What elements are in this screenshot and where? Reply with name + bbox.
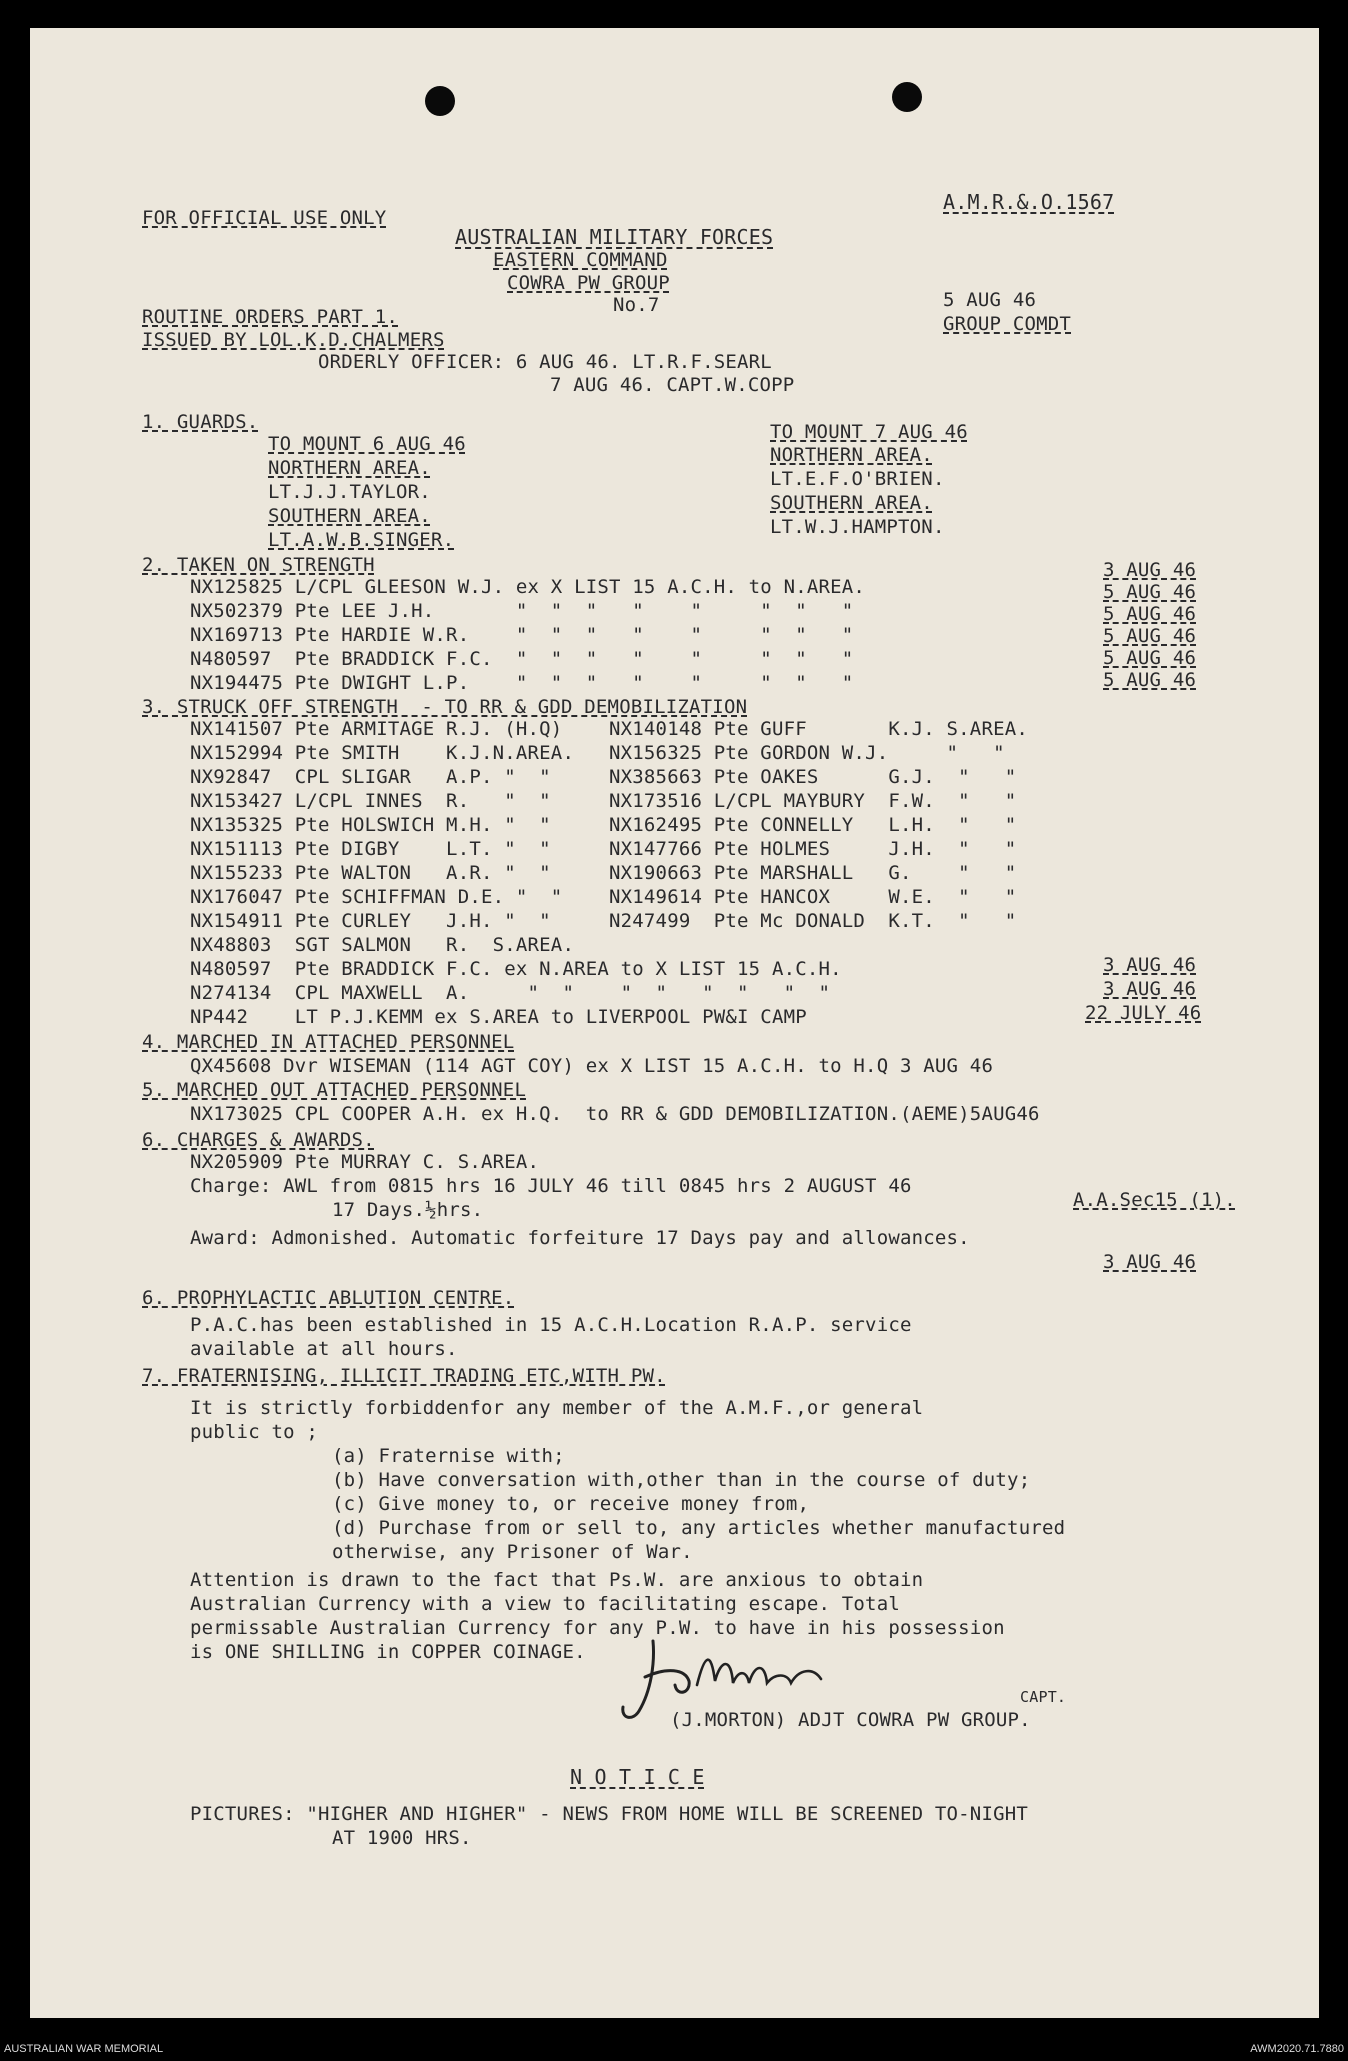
charges-award: Award: Admonished. Automatic forfeiture 17 Days pay and allowances.: [190, 1227, 970, 1249]
charges-soldier: NX205909 Pte MURRAY C. S.AREA.: [190, 1151, 540, 1173]
guard-left-2: NORTHERN AREA.: [268, 457, 431, 479]
fraternising-heading: 7. FRATERNISING, ILLICIT TRADING ETC,WITH PW.: [142, 1365, 666, 1387]
punch-hole: [425, 86, 455, 116]
notice-title: N O T I C E: [570, 1765, 705, 1789]
struck-heading: 3. STRUCK OFF STRENGTH - TO RR & GDD DEMOBILIZATION: [142, 696, 748, 718]
charges-charge: Charge: AWL from 0815 hrs 16 JULY 46 till 0845 hrs 2 AUGUST 46: [190, 1175, 912, 1197]
struck-row: NX151113 Pte DIGBY L.T. " " NX147766 Pte HOLMES J.H. " ": [190, 838, 1017, 860]
fraternising-para: is ONE SHILLING in COPPER COINAGE.: [190, 1641, 586, 1663]
pac-line-1: P.A.C.has been established in 15 A.C.H.Location R.A.P. service: [190, 1314, 912, 1336]
charges-heading: 6. CHARGES & AWARDS.: [142, 1129, 375, 1151]
fraternising-item-cont: otherwise, any Prisoner of War.: [332, 1541, 693, 1563]
taken-row: NX169713 Pte HARDIE W.R. " " " " " " " ": [190, 624, 854, 646]
guard-right-5: LT.W.J.HAMPTON.: [770, 516, 945, 538]
reference-number: A.M.R.&.O.1567: [943, 190, 1115, 214]
guard-left-4: SOUTHERN AREA.: [268, 505, 431, 527]
taken-date: 5 AUG 46: [1103, 581, 1197, 603]
signoff-line: (J.MORTON) ADJT COWRA PW GROUP.: [670, 1709, 1031, 1731]
org-line-2: EASTERN COMMAND: [493, 249, 668, 271]
guard-right-4: SOUTHERN AREA.: [770, 492, 933, 514]
struck-tail-date: 22 JULY 46: [1085, 1002, 1202, 1024]
document-page: [30, 28, 1319, 2018]
org-line-1: AUSTRALIAN MILITARY FORCES: [455, 225, 774, 249]
guards-heading: 1. GUARDS.: [142, 411, 259, 433]
group-comdt: GROUP COMDT: [943, 313, 1072, 335]
fraternising-para: permissable Australian Currency for any P.W. to have in his possession: [190, 1617, 1005, 1639]
taken-heading: 2. TAKEN ON STRENGTH: [142, 554, 375, 576]
taken-row: N480597 Pte BRADDICK F.C. " " " " " " " ": [190, 648, 854, 670]
issued-by: ISSUED BY LOL.K.D.CHALMERS: [142, 329, 445, 351]
signoff-capt: CAPT.: [1020, 1688, 1067, 1706]
fraternising-para: Australian Currency with a view to facilitating escape. Total: [190, 1593, 900, 1615]
taken-row: NX194475 Pte DWIGHT L.P. " " " " " " " ": [190, 672, 854, 694]
guard-left-1: TO MOUNT 6 AUG 46: [268, 433, 466, 455]
fraternising-item: (c) Give money to, or receive money from,: [332, 1493, 810, 1515]
footer-right: AWM2020.71.7880: [1250, 2043, 1344, 2055]
org-line-3: COWRA PW GROUP: [507, 272, 670, 294]
orderly-officer-1: ORDERLY OFFICER: 6 AUG 46. LT.R.F.SEARL: [318, 351, 772, 373]
struck-row: NX153427 L/CPL INNES R. " " NX173516 L/CPL MAYBURY F.W. " ": [190, 790, 1017, 812]
fraternising-intro-2: public to ;: [190, 1421, 319, 1443]
fraternising-item: (a) Fraternise with;: [332, 1445, 565, 1467]
marched-out-heading: 5. MARCHED OUT ATTACHED PERSONNEL: [142, 1079, 527, 1101]
order-number: No.7: [613, 294, 660, 316]
taken-date: 3 AUG 46: [1103, 559, 1197, 581]
orderly-officer-2: 7 AUG 46. CAPT.W.COPP: [550, 374, 795, 396]
struck-row: NX141507 Pte ARMITAGE R.J. (H.Q) NX140148 Pte GUFF K.J. S.AREA.: [190, 718, 1029, 740]
guard-right-2: NORTHERN AREA.: [770, 444, 933, 466]
pac-line-2: available at all hours.: [190, 1338, 458, 1360]
struck-tail-row: N480597 Pte BRADDICK F.C. ex N.AREA to X LIST 15 A.C.H.: [190, 958, 842, 980]
orders-title: ROUTINE ORDERS PART 1.: [142, 306, 399, 328]
punch-hole: [892, 82, 922, 112]
charges-date: 3 AUG 46: [1103, 1251, 1197, 1273]
struck-tail-row: NP442 LT P.J.KEMM ex S.AREA to LIVERPOOL PW&I CAMP: [190, 1006, 807, 1028]
charges-days: 17 Days.½hrs.: [332, 1199, 484, 1221]
struck-row: NX135325 Pte HOLSWICH M.H. " " NX162495 Pte CONNELLY L.H. " ": [190, 814, 1017, 836]
struck-row: NX155233 Pte WALTON A.R. " " NX190663 Pte MARSHALL G. " ": [190, 862, 1017, 884]
pac-heading: 6. PROPHYLACTIC ABLUTION CENTRE.: [142, 1287, 515, 1309]
orders-date: 5 AUG 46: [943, 289, 1037, 311]
fraternising-intro-1: It is strictly forbiddenfor any member of the A.M.F.,or general: [190, 1397, 924, 1419]
fraternising-item: (b) Have conversation with,other than in the course of duty;: [332, 1469, 1031, 1491]
official-use-label: FOR OFFICIAL USE ONLY: [142, 207, 387, 229]
taken-row: NX502379 Pte LEE J.H. " " " " " " " ": [190, 600, 854, 622]
notice-line-1: PICTURES: "HIGHER AND HIGHER" - NEWS FROM HOME WILL BE SCREENED TO-NIGHT: [190, 1803, 1029, 1825]
guard-left-5: LT.A.W.B.SINGER.: [268, 529, 455, 551]
struck-row: NX154911 Pte CURLEY J.H. " " N247499 Pte Mc DONALD K.T. " ": [190, 910, 1017, 932]
fraternising-item: (d) Purchase from or sell to, any articles whether manufactured: [332, 1517, 1066, 1539]
struck-tail-date: 3 AUG 46: [1103, 978, 1197, 1000]
struck-tail-row: N274134 CPL MAXWELL A. " " " " " " " ": [190, 982, 831, 1004]
fraternising-para: Attention is drawn to the fact that Ps.W. are anxious to obtain: [190, 1569, 924, 1591]
guard-left-3: LT.J.J.TAYLOR.: [268, 481, 431, 503]
taken-date: 5 AUG 46: [1103, 625, 1197, 647]
struck-row: NX92847 CPL SLIGAR A.P. " " NX385663 Pte OAKES G.J. " ": [190, 766, 1017, 788]
marched-in-heading: 4. MARCHED IN ATTACHED PERSONNEL: [142, 1031, 515, 1053]
charges-section: A.A.Sec15 (1).: [1073, 1189, 1236, 1211]
taken-date: 5 AUG 46: [1103, 603, 1197, 625]
guard-right-1: TO MOUNT 7 AUG 46: [770, 421, 968, 443]
footer-left: AUSTRALIAN WAR MEMORIAL: [4, 2043, 164, 2055]
taken-date: 5 AUG 46: [1103, 647, 1197, 669]
taken-row: NX125825 L/CPL GLEESON W.J. ex X LIST 15 A.C.H. to N.AREA.: [190, 576, 866, 598]
marched-in-row: QX45608 Dvr WISEMAN (114 AGT COY) ex X LIST 15 A.C.H. to H.Q 3 AUG 46: [190, 1055, 994, 1077]
struck-tail-date: 3 AUG 46: [1103, 954, 1197, 976]
guard-right-3: LT.E.F.O'BRIEN.: [770, 468, 945, 490]
notice-line-2: AT 1900 HRS.: [332, 1827, 472, 1849]
taken-date: 5 AUG 46: [1103, 669, 1197, 691]
struck-row: NX152994 Pte SMITH K.J.N.AREA. NX156325 Pte GORDON W.J. " ": [190, 742, 1005, 764]
struck-row: NX48803 SGT SALMON R. S.AREA.: [190, 934, 575, 956]
struck-row: NX176047 Pte SCHIFFMAN D.E. " " NX149614 Pte HANCOX W.E. " ": [190, 886, 1017, 908]
marched-out-row: NX173025 CPL COOPER A.H. ex H.Q. to RR & GDD DEMOBILIZATION.(AEME)5AUG46: [190, 1103, 1040, 1125]
